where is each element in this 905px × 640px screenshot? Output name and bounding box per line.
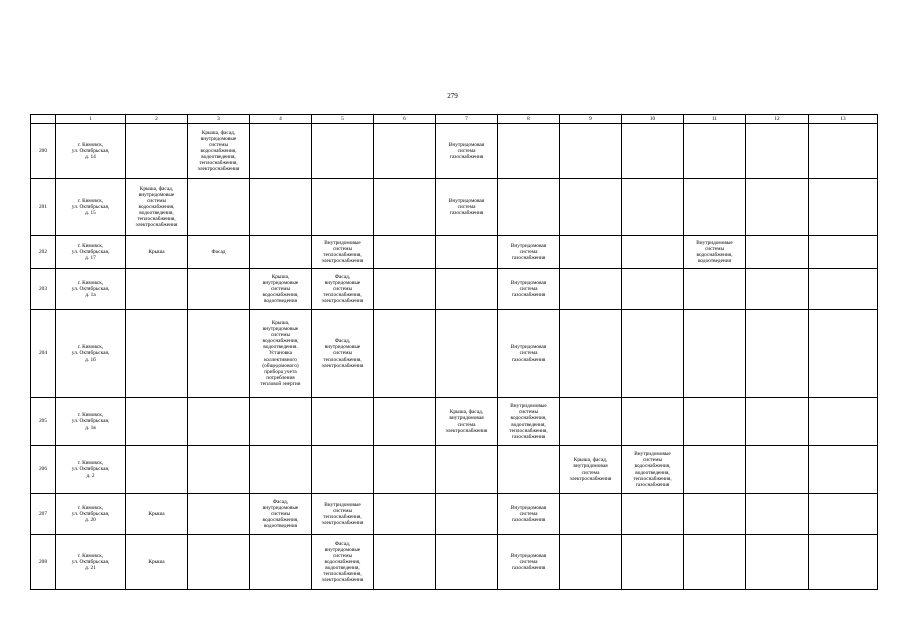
work-cell: Внутридомовая система газоснабжения [498,236,560,269]
work-cell [188,535,250,590]
repair-schedule-table [30,114,878,590]
table-body [31,124,878,590]
work-cell [188,310,250,398]
work-cell: Крыша [126,535,188,590]
work-cell [374,446,436,494]
work-cell [746,446,809,494]
address-cell: г. Кимовск, ул. Октябрьская, д. 2 [56,446,126,494]
work-cell [560,236,622,269]
work-cell [498,179,560,236]
page-number: 279 [447,92,458,100]
work-cell [560,535,622,590]
work-cell [188,446,250,494]
address-cell: г. Кимовск, ул. Октябрьская, д. 1в [56,398,126,446]
work-cell [684,310,746,398]
address-cell: г. Кимовск, ул. Октябрьская, д. 14 [56,124,126,179]
work-cell: Крыша [126,236,188,269]
column-header: 5 [312,115,374,124]
address-cell: г. Кимовск, ул. Октябрьская, д. 21 [56,535,126,590]
work-cell: Фасад, внутридомовые системы водоснабжения, водоотведения [250,494,312,535]
column-header: 1 [56,115,126,124]
work-cell [374,494,436,535]
work-cell [560,179,622,236]
work-cell [250,446,312,494]
work-cell [622,179,684,236]
work-cell: Внутридомовая система газоснабжения [498,535,560,590]
address-cell: г. Кимовск, ул. Октябрьская, д. 1б [56,310,126,398]
work-cell [374,310,436,398]
work-cell [312,179,374,236]
address-cell: г. Кимовск, ул. Октябрьская, д. 17 [56,236,126,269]
work-cell [374,124,436,179]
address-cell: г. Кимовск, ул. Октябрьская, д. 20 [56,494,126,535]
work-cell [809,269,878,310]
column-header: 12 [746,115,809,124]
row-number: 205 [31,398,56,446]
work-cell [622,398,684,446]
work-cell [684,446,746,494]
column-header: 4 [250,115,312,124]
address-cell: г. Кимовск, ул. Октябрьская, д. 15 [56,179,126,236]
work-cell [312,398,374,446]
work-cell [436,269,498,310]
column-header: 8 [498,115,560,124]
column-header: 9 [560,115,622,124]
work-cell: Внутридомовые системы водоснабжения, водоотведения, теплоснабжения, газоснабжения [498,398,560,446]
work-cell [126,398,188,446]
work-cell [250,179,312,236]
work-cell: Крыша, фасад, внутридомовая система электроснабжения [560,446,622,494]
work-cell [560,398,622,446]
work-cell: Крыша, фасад, внутридомовая система электроснабжения [436,398,498,446]
column-header: 13 [809,115,878,124]
work-cell: Внутридомовая система газоснабжения [436,124,498,179]
work-cell [746,179,809,236]
column-header: 6 [374,115,436,124]
table-row [31,446,878,494]
work-cell [560,494,622,535]
work-cell [126,124,188,179]
work-cell [622,494,684,535]
work-cell [436,535,498,590]
table-row [31,179,878,236]
column-header: 11 [684,115,746,124]
work-cell [684,269,746,310]
work-cell [684,494,746,535]
row-number: 201 [31,179,56,236]
work-cell [374,179,436,236]
work-cell [622,236,684,269]
row-number: 204 [31,310,56,398]
row-number: 203 [31,269,56,310]
work-cell: Внутридомовые системы теплоснабжения, электроснабжения [312,236,374,269]
row-number: 200 [31,124,56,179]
work-cell [746,124,809,179]
work-cell [126,446,188,494]
work-cell [436,494,498,535]
work-cell [622,535,684,590]
work-cell [684,398,746,446]
work-cell [188,179,250,236]
column-header: 2 [126,115,188,124]
table-row [31,494,878,535]
work-cell [374,398,436,446]
table-row [31,535,878,590]
work-cell: Внутридомовая система газоснабжения [436,179,498,236]
work-cell [684,124,746,179]
work-cell [498,446,560,494]
work-cell [126,310,188,398]
work-cell: Фасад, внутридомовые системы водоснабжения, водоотведения, теплоснабжения, электроснабжения [312,535,374,590]
table-row [31,310,878,398]
work-cell [684,179,746,236]
work-cell [560,269,622,310]
work-cell [746,236,809,269]
work-cell [560,310,622,398]
work-cell [250,124,312,179]
work-cell [684,535,746,590]
work-cell: Внутридомовая система газоснабжения [498,310,560,398]
work-cell [809,179,878,236]
row-number: 202 [31,236,56,269]
work-cell [250,236,312,269]
work-cell [436,446,498,494]
work-cell [374,236,436,269]
work-cell [374,535,436,590]
work-cell [809,124,878,179]
header-cell-num [31,115,56,124]
work-cell [188,494,250,535]
work-cell [809,398,878,446]
table-row [31,269,878,310]
work-cell [312,446,374,494]
work-cell [809,494,878,535]
work-cell [746,535,809,590]
address-cell: г. Кимовск, ул. Октябрьская, д. 1а [56,269,126,310]
table-row [31,236,878,269]
work-cell [746,494,809,535]
work-cell [746,398,809,446]
column-header: 3 [188,115,250,124]
work-cell: Внутридомовая система газоснабжения [498,494,560,535]
work-cell [746,269,809,310]
work-cell: Крыша, фасад, внутридомовые системы водоснабжения, водоотведения, теплоснабжения, электроснабжения [126,179,188,236]
work-cell: Внутридомовая система газоснабжения [498,269,560,310]
work-cell [374,269,436,310]
work-cell: Крыша, внутридомовые системы водоснабжения, водоотведения [250,269,312,310]
work-cell [436,236,498,269]
work-cell: Фасад, внутридомовые системы теплоснабжения, электроснабжения [312,269,374,310]
row-number: 208 [31,535,56,590]
column-header: 7 [436,115,498,124]
row-number: 207 [31,494,56,535]
work-cell [809,446,878,494]
work-cell [560,124,622,179]
work-cell [188,398,250,446]
work-cell [622,310,684,398]
work-cell [809,310,878,398]
work-cell [809,236,878,269]
work-cell [250,535,312,590]
work-cell: Фасад, внутридомовые системы теплоснабжения, электроснабжения [312,310,374,398]
work-cell: Крыша, внутридомовые системы водоснабжения, водоотведения. Установка коллективного (общедомового) прибора учета потребления тепловой энергии [250,310,312,398]
work-cell [498,124,560,179]
column-header: 10 [622,115,684,124]
work-cell [622,269,684,310]
work-cell: Внутридомовые системы теплоснабжения, электроснабжения [312,494,374,535]
work-cell: Внутридомовые системы водоснабжения, водоотведения, теплоснабжения, газоснабжения [622,446,684,494]
work-cell [436,310,498,398]
work-cell [809,535,878,590]
table-row [31,124,878,179]
work-cell [126,269,188,310]
work-cell [250,398,312,446]
work-cell: Крыша [126,494,188,535]
work-cell [188,269,250,310]
header-row [31,115,878,124]
row-number: 206 [31,446,56,494]
work-cell [312,124,374,179]
work-cell [746,310,809,398]
work-cell: Крыша, фасад, внутридомовые системы водоснабжения, водоотведения, теплоснабжения, электроснабжения [188,124,250,179]
work-cell [622,124,684,179]
work-cell: Внутридомовые системы водоснабжения, водоотведения [684,236,746,269]
work-cell: Фасад [188,236,250,269]
table-row [31,398,878,446]
